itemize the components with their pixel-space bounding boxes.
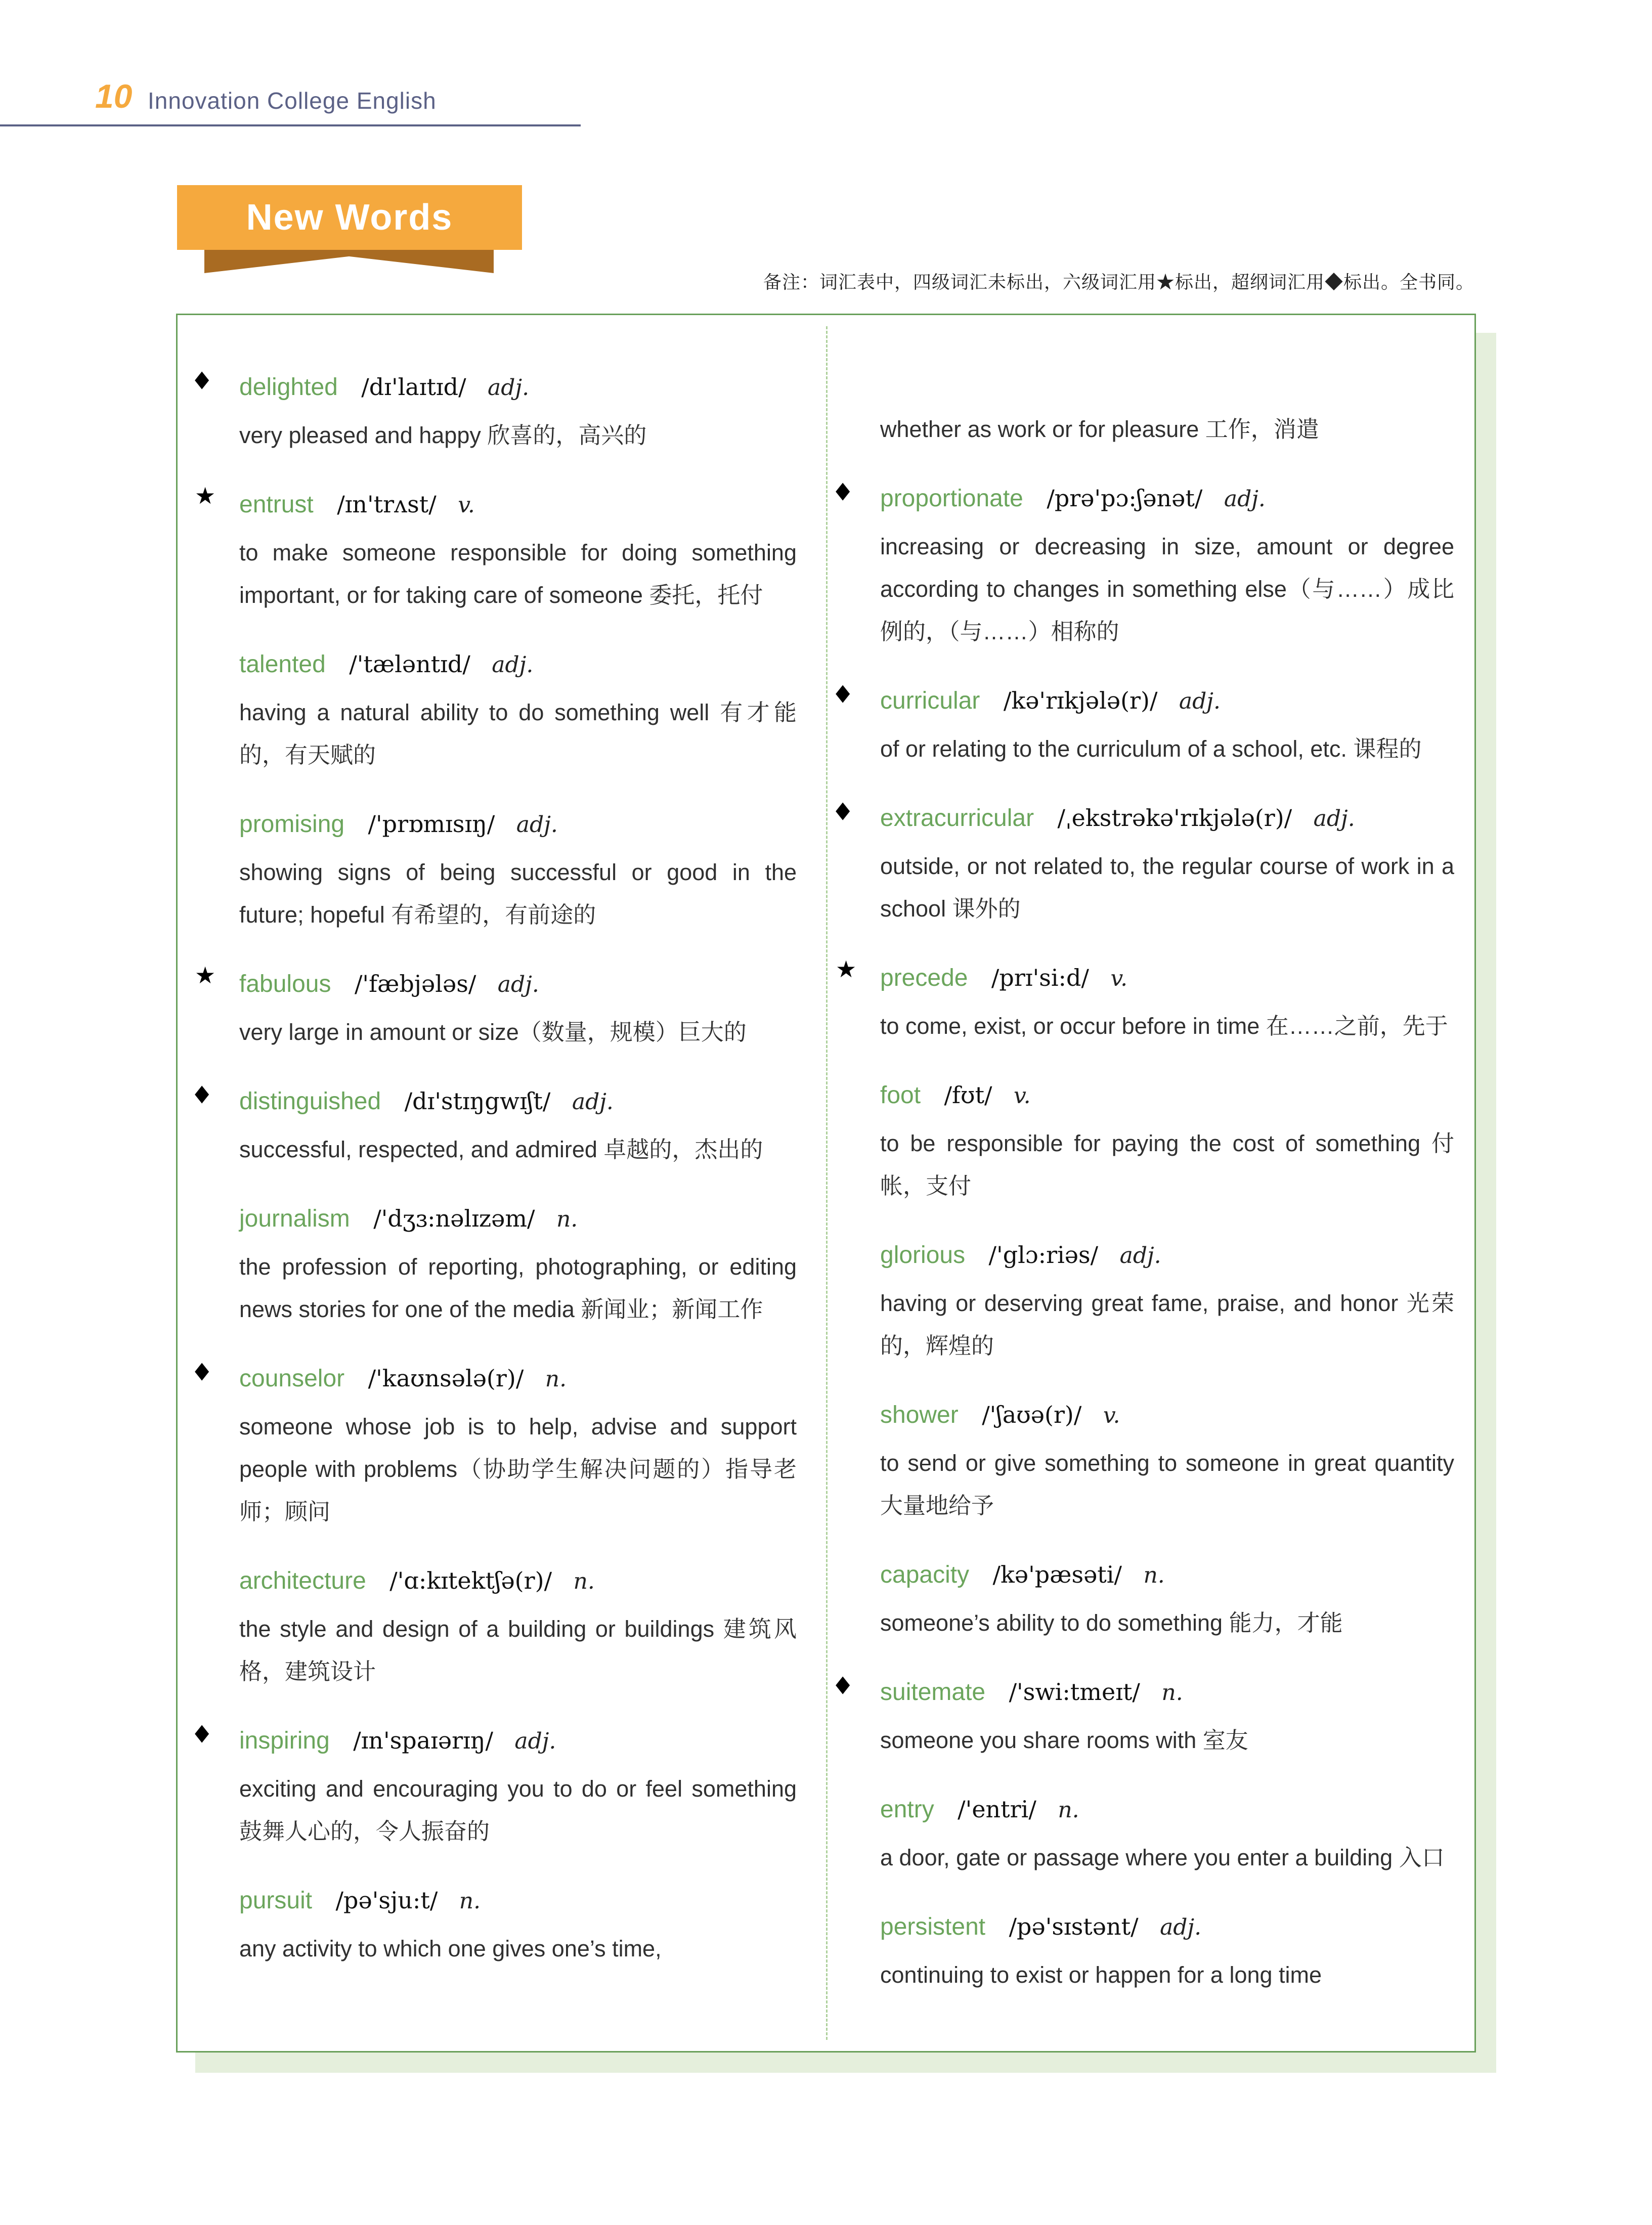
page-header (0, 61, 581, 126)
entry-head (880, 477, 1454, 526)
definition: to make someone responsible for doing something important, or for taking care of someone 委托，托付 (239, 540, 797, 608)
definition: very pleased and happy 欣喜的，高兴的 (239, 422, 647, 448)
part-of-speech: v. (458, 492, 475, 518)
entry-head (239, 483, 797, 532)
entry-entrust (195, 483, 797, 617)
phonetic: /fʊt/ (944, 1081, 992, 1109)
phonetic: /pə'sɪstənt/ (1009, 1913, 1139, 1940)
definition: of or relating to the curriculum of a school, etc. 课程的 (880, 736, 1422, 762)
part-of-speech: adj. (1313, 806, 1355, 832)
diamond-icon: ◆ (836, 476, 850, 503)
entry-shower (880, 1393, 1454, 1527)
definition: exciting and encouraging you to do or feel something 鼓舞人心的，令人振奋的 (239, 1776, 797, 1844)
definition: showing signs of being successful or good in the future; hopeful 有希望的，有前途的 (239, 859, 797, 928)
word: precede (880, 965, 968, 991)
entry-suitemate (836, 1670, 1454, 1762)
entry-talented (239, 643, 797, 776)
entry-persistent (880, 1905, 1454, 1996)
entry-extracurricular (836, 796, 1454, 930)
diamond-icon: ◆ (195, 365, 209, 391)
legend-note: 备注：词汇表中，四级词汇未标出，六级词汇用★标出，超纲词汇用◆标出。全书同。 (763, 272, 1474, 292)
part-of-speech: v. (1110, 966, 1128, 991)
entry-head (239, 1080, 797, 1128)
entry-distinguished (195, 1079, 797, 1171)
entry-head (880, 1553, 1454, 1602)
word: distinguished (239, 1088, 381, 1115)
word: foot (880, 1082, 921, 1109)
entry-head (880, 1905, 1454, 1954)
entry-head (880, 1234, 1454, 1282)
part-of-speech: n. (1058, 1797, 1079, 1823)
word: entrust (239, 491, 314, 518)
phonetic: /ɪn'trʌst/ (337, 491, 437, 518)
banner-ribbon-fold (204, 250, 494, 273)
definition: successful, respected, and admired 卓越的，杰出的 (239, 1137, 763, 1162)
word: promising (239, 811, 345, 838)
entry-head (239, 1879, 797, 1928)
column-divider (826, 326, 828, 2040)
diamond-icon: ◆ (195, 1079, 209, 1106)
word: pursuit (239, 1887, 313, 1914)
right-column (826, 315, 1474, 2051)
star-icon: ★ (836, 956, 857, 982)
new-words-banner-label: New Words (246, 197, 453, 238)
word: capacity (880, 1561, 970, 1588)
word: counselor (239, 1365, 345, 1392)
word: glorious (880, 1242, 966, 1269)
definition: having a natural ability to do something well 有才能的，有天赋的 (239, 700, 797, 768)
word-box (176, 314, 1476, 2053)
definition: any activity to which one gives one’s time, (239, 1936, 662, 1961)
definition: increasing or decreasing in size, amount or degree according to changes in something else（与……）成比例的，（与……）相称的 (880, 534, 1454, 644)
definition-continuation: whether as work or for pleasure 工作，消遣 (880, 416, 1319, 442)
word: delighted (239, 374, 338, 401)
part-of-speech: v. (1014, 1083, 1031, 1109)
entry-entry (880, 1788, 1454, 1879)
definition: to be responsible for paying the cost of something 付帐，支付 (880, 1130, 1454, 1199)
entry-head (239, 1719, 797, 1768)
entry-head (239, 1197, 797, 1246)
definition: someone whose job is to help, advise and support people with problems（协助学生解决问题的）指导老师；顾问 (239, 1414, 797, 1524)
entry-head (239, 963, 797, 1011)
entry-head (880, 1788, 1454, 1837)
definition: someone’s ability to do something 能力，才能 (880, 1610, 1343, 1636)
entry-architecture (239, 1559, 797, 1693)
word: curricular (880, 687, 980, 714)
phonetic: /'ʃaʊə(r)/ (982, 1401, 1082, 1428)
part-of-speech: n. (556, 1206, 578, 1232)
page-number: 10 (95, 77, 133, 115)
part-of-speech: n. (1161, 1680, 1183, 1706)
phonetic: /prɪ'si:d/ (991, 964, 1089, 991)
part-of-speech: adj. (488, 375, 530, 401)
word: inspiring (239, 1727, 330, 1754)
phonetic: /dɪ'stɪŋgwɪʃt/ (404, 1087, 551, 1115)
definition: the profession of reporting, photographing, or editing news stories for one of the media 新闻业；新闻工作 (239, 1254, 797, 1322)
entry-capacity (880, 1553, 1454, 1644)
phonetic: /kə'pæsəti/ (992, 1561, 1122, 1588)
word: shower (880, 1402, 959, 1428)
definition: the style and design of a building or buildings 建筑风格，建筑设计 (239, 1616, 797, 1684)
diamond-icon: ◆ (195, 1357, 209, 1383)
entry-head (880, 956, 1454, 1005)
entry-head (239, 803, 797, 851)
entry-head (880, 679, 1454, 728)
part-of-speech: n. (459, 1888, 481, 1914)
entry-foot (880, 1074, 1454, 1207)
phonetic: /'dʒɜ:nəlɪzəm/ (373, 1205, 535, 1232)
entry-head (880, 1074, 1454, 1122)
left-column (178, 315, 826, 2051)
phonetic: /prə'pɔ:ʃənət/ (1047, 485, 1203, 512)
entry-curricular (836, 679, 1454, 770)
diamond-icon: ◆ (195, 1719, 209, 1745)
part-of-speech: n. (545, 1366, 567, 1392)
entry-head (239, 643, 797, 691)
entry-delighted (195, 365, 797, 457)
part-of-speech: adj. (514, 1728, 556, 1754)
phonetic: /'ɑ:kɪtektʃə(r)/ (389, 1567, 552, 1594)
star-icon: ★ (195, 962, 216, 988)
phonetic: /'entri/ (958, 1796, 1036, 1823)
word: entry (880, 1796, 934, 1823)
phonetic: /'prɒmɪsɪŋ/ (368, 810, 495, 838)
definition: someone you share rooms with 室友 (880, 1727, 1248, 1753)
part-of-speech: adj. (1119, 1243, 1161, 1269)
entry-head (239, 1559, 797, 1608)
part-of-speech: n. (1143, 1562, 1165, 1588)
word: architecture (239, 1567, 366, 1594)
phonetic: /ɪn'spaɪərɪŋ/ (353, 1727, 493, 1754)
entry-promising (239, 803, 797, 936)
diamond-icon: ◆ (836, 679, 850, 705)
diamond-icon: ◆ (836, 1670, 850, 1696)
entry-precede (836, 956, 1454, 1048)
phonetic: /'kaʊnsələ(r)/ (368, 1365, 524, 1392)
entry-glorious (880, 1234, 1454, 1367)
word: fabulous (239, 971, 331, 997)
part-of-speech: adj. (497, 972, 539, 997)
word: persistent (880, 1913, 986, 1940)
part-of-speech: v. (1103, 1403, 1120, 1428)
word: proportionate (880, 485, 1023, 512)
phonetic: /dɪ'laɪtɪd/ (361, 373, 466, 401)
definition: to come, exist, or occur before in time 在……之前，先于 (880, 1013, 1448, 1039)
entry-head (880, 1393, 1454, 1442)
part-of-speech: adj. (572, 1089, 614, 1115)
part-of-speech: adj. (492, 652, 534, 678)
definition: continuing to exist or happen for a long time (880, 1962, 1322, 1988)
phonetic: /ˌekstrəkə'rɪkjələ(r)/ (1057, 804, 1292, 832)
part-of-speech: adj. (1160, 1914, 1202, 1940)
definition: outside, or not related to, the regular course of work in a school 课外的 (880, 853, 1454, 922)
word: suitemate (880, 1679, 986, 1706)
book-title: Innovation College English (148, 88, 437, 114)
new-words-banner (177, 185, 522, 250)
entry-fabulous (195, 962, 797, 1054)
entry-counselor (195, 1357, 797, 1533)
part-of-speech: adj. (1224, 486, 1266, 512)
phonetic: /pə'sju:t/ (335, 1887, 438, 1914)
definition: having or deserving great fame, praise, and honor 光荣的，辉煌的 (880, 1290, 1454, 1359)
word: talented (239, 651, 326, 678)
phonetic: /kə'rɪkjələ(r)/ (1003, 687, 1158, 714)
entry-journalism (239, 1197, 797, 1331)
phonetic: /'swi:tmeɪt/ (1009, 1678, 1140, 1706)
entry-pursuit (239, 1879, 797, 1970)
definition: a door, gate or passage where you enter a building 入口 (880, 1845, 1445, 1870)
definition: to send or give something to someone in great quantity 大量地给予 (880, 1450, 1454, 1518)
entry-proportionate (836, 476, 1454, 653)
star-icon: ★ (195, 483, 216, 509)
part-of-speech: adj. (516, 812, 558, 838)
entry-head (880, 797, 1454, 845)
entry-head (239, 366, 797, 414)
part-of-speech: n. (573, 1568, 595, 1594)
phonetic: /'glɔ:riəs/ (988, 1241, 1099, 1269)
phonetic: /'fæbjələs/ (354, 970, 476, 997)
definition: very large in amount or size（数量，规模）巨大的 (239, 1019, 747, 1045)
entry-inspiring (195, 1719, 797, 1853)
part-of-speech: adj. (1179, 688, 1221, 714)
entry-pursuit-continuation (880, 408, 1454, 451)
entry-head (880, 1671, 1454, 1719)
phonetic: /'tæləntɪd/ (349, 650, 470, 678)
entry-head (239, 1357, 797, 1406)
word: extracurricular (880, 805, 1034, 832)
diamond-icon: ◆ (836, 796, 850, 822)
word: journalism (239, 1205, 350, 1232)
